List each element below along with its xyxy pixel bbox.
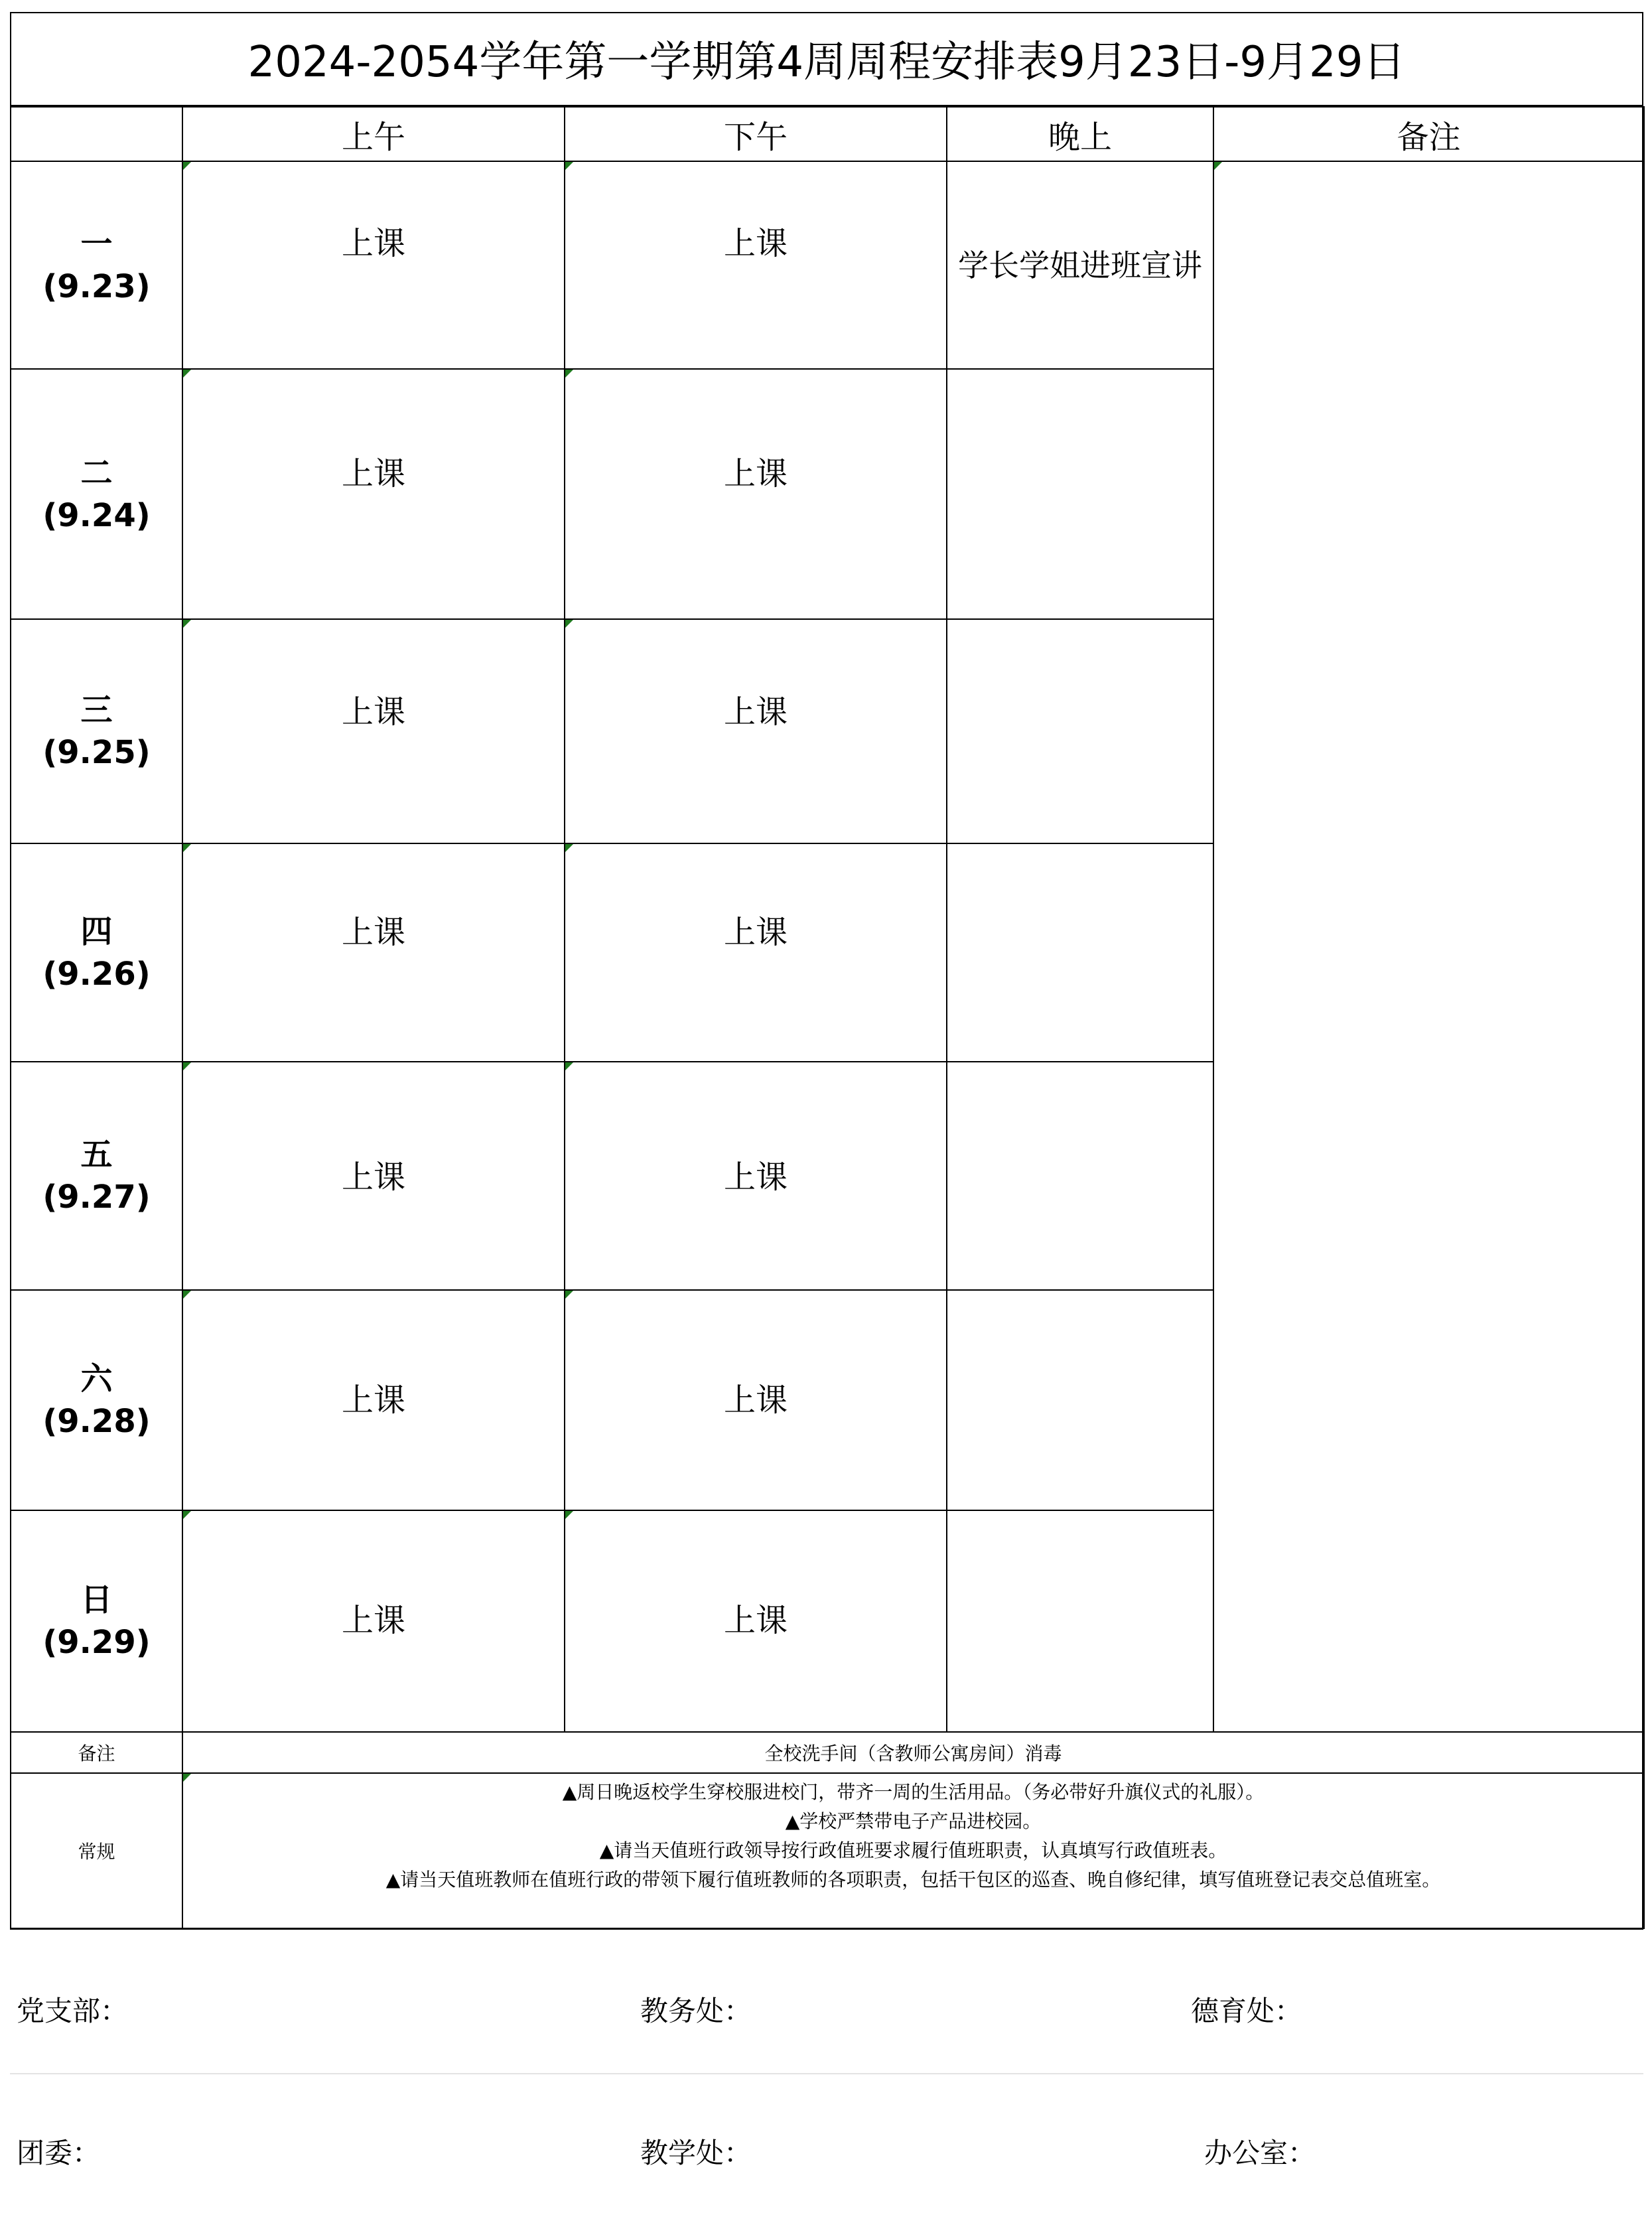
evening-cell [947,843,1213,1062]
signature-moral-education: 德育处： [1191,1995,1303,2027]
comment-marker [565,1291,573,1299]
signature-row [10,1932,1643,2074]
afternoon-cell [565,1510,947,1732]
comment-marker [183,1291,191,1299]
comment-marker [565,1511,573,1519]
day-name: 一 [80,225,113,263]
afternoon-text: 上课 [723,914,788,951]
comment-marker [183,162,191,170]
day-date: (9.29) [42,1624,151,1661]
comment-marker [565,620,573,628]
header-morning: 上午 [182,107,565,161]
day-date: (9.25) [42,734,151,771]
routine-item: ▲请当天值班行政领导按行政值班要求履行值班职责，认真填写行政值班表。 [599,1839,1227,1861]
evening-text: 学长学姐进班宣讲 [958,248,1202,283]
signature-academic-affairs: 教务处： [640,1995,752,2027]
morning-cell [182,1062,565,1290]
evening-cell [947,619,1213,843]
evening-cell [947,1290,1213,1510]
day-name: 六 [80,1360,113,1398]
afternoon-text: 上课 [723,1382,788,1419]
remarks-column [1213,161,1644,1732]
afternoon-text: 上课 [723,225,788,262]
morning-cell [182,1290,565,1510]
morning-text: 上课 [341,225,405,262]
signature-party-branch: 党支部： [17,1995,129,2027]
header-remarks: 备注 [1213,107,1644,161]
day-name: 四 [80,912,113,950]
afternoon-cell [565,1290,947,1510]
comment-marker [183,1511,191,1519]
comment-marker [1214,162,1222,170]
afternoon-cell [565,161,947,369]
day-label [11,369,182,619]
afternoon-text: 上课 [723,1602,788,1639]
morning-cell [182,843,565,1062]
header-afternoon: 下午 [565,107,947,161]
afternoon-text: 上课 [723,693,788,731]
evening-cell [947,161,1213,369]
routine-item: ▲周日晚返校学生穿校服进校门，带齐一周的生活用品。（务必带好升旗仪式的礼服）。 [562,1781,1265,1803]
comment-marker [183,1062,191,1070]
afternoon-cell [565,369,947,619]
evening-cell [947,1062,1213,1290]
day-date: (9.28) [42,1403,151,1440]
comment-marker [183,1774,191,1782]
morning-text: 上课 [341,455,405,492]
routine-item: ▲请当天值班教师在值班行政的带领下履行值班教师的各项职责，包括干包区的巡查、晚自修纪律，填写值班登记表交总值班室。 [385,1869,1441,1891]
notes-row [11,1732,1644,1773]
notes-text: 全校洗手间（含教师公寓房间）消毒 [182,1732,1644,1773]
day-label [11,1290,182,1510]
day-date: (9.24) [42,496,151,534]
signature-youth-league: 团委： [17,2137,101,2169]
day-label [11,619,182,843]
morning-text: 上课 [341,1382,405,1419]
day-name: 日 [80,1581,113,1618]
morning-text: 上课 [341,914,405,951]
afternoon-cell [565,619,947,843]
day-name: 三 [80,691,113,729]
header-row [11,107,1644,161]
day-label [11,843,182,1062]
comment-marker [565,370,573,378]
day-date: (9.27) [42,1179,151,1216]
signature-teaching-office: 教学处： [640,2137,752,2169]
morning-cell [182,1510,565,1732]
afternoon-cell [565,1062,947,1290]
day-name: 二 [80,454,113,492]
schedule-table [10,106,1645,1929]
comment-marker [183,370,191,378]
afternoon-text: 上课 [723,1159,788,1196]
evening-cell [947,1510,1213,1732]
comment-marker [183,844,191,852]
comment-marker [183,620,191,628]
afternoon-cell [565,843,947,1062]
day-date: (9.23) [42,267,151,305]
page-title: 2024-2054学年第一学期第4周周程安排表9月23日-9月29日 [10,12,1643,106]
routine-item: ▲学校严禁带电子产品进校园。 [785,1810,1042,1832]
morning-cell [182,161,565,369]
morning-cell [182,369,565,619]
comment-marker [565,162,573,170]
routine-label: 常规 [11,1773,182,1928]
header-evening: 晚上 [947,107,1213,161]
morning-text: 上课 [341,1602,405,1639]
afternoon-text: 上课 [723,455,788,492]
header-blank [11,107,182,161]
evening-cell [947,369,1213,619]
routine-row [11,1773,1644,1928]
comment-marker [565,1062,573,1070]
routine-content [182,1773,1644,1928]
signature-general-office: 办公室： [1204,2137,1316,2169]
morning-text: 上课 [341,693,405,731]
day-label [11,1062,182,1290]
morning-text: 上课 [341,1159,405,1196]
day-label [11,1510,182,1732]
morning-cell [182,619,565,843]
notes-label: 备注 [11,1732,182,1773]
comment-marker [565,844,573,852]
signature-row [10,2074,1643,2216]
day-name: 五 [80,1136,113,1173]
day-label [11,161,182,369]
day-date: (9.26) [42,955,151,993]
day-row [11,161,1644,369]
